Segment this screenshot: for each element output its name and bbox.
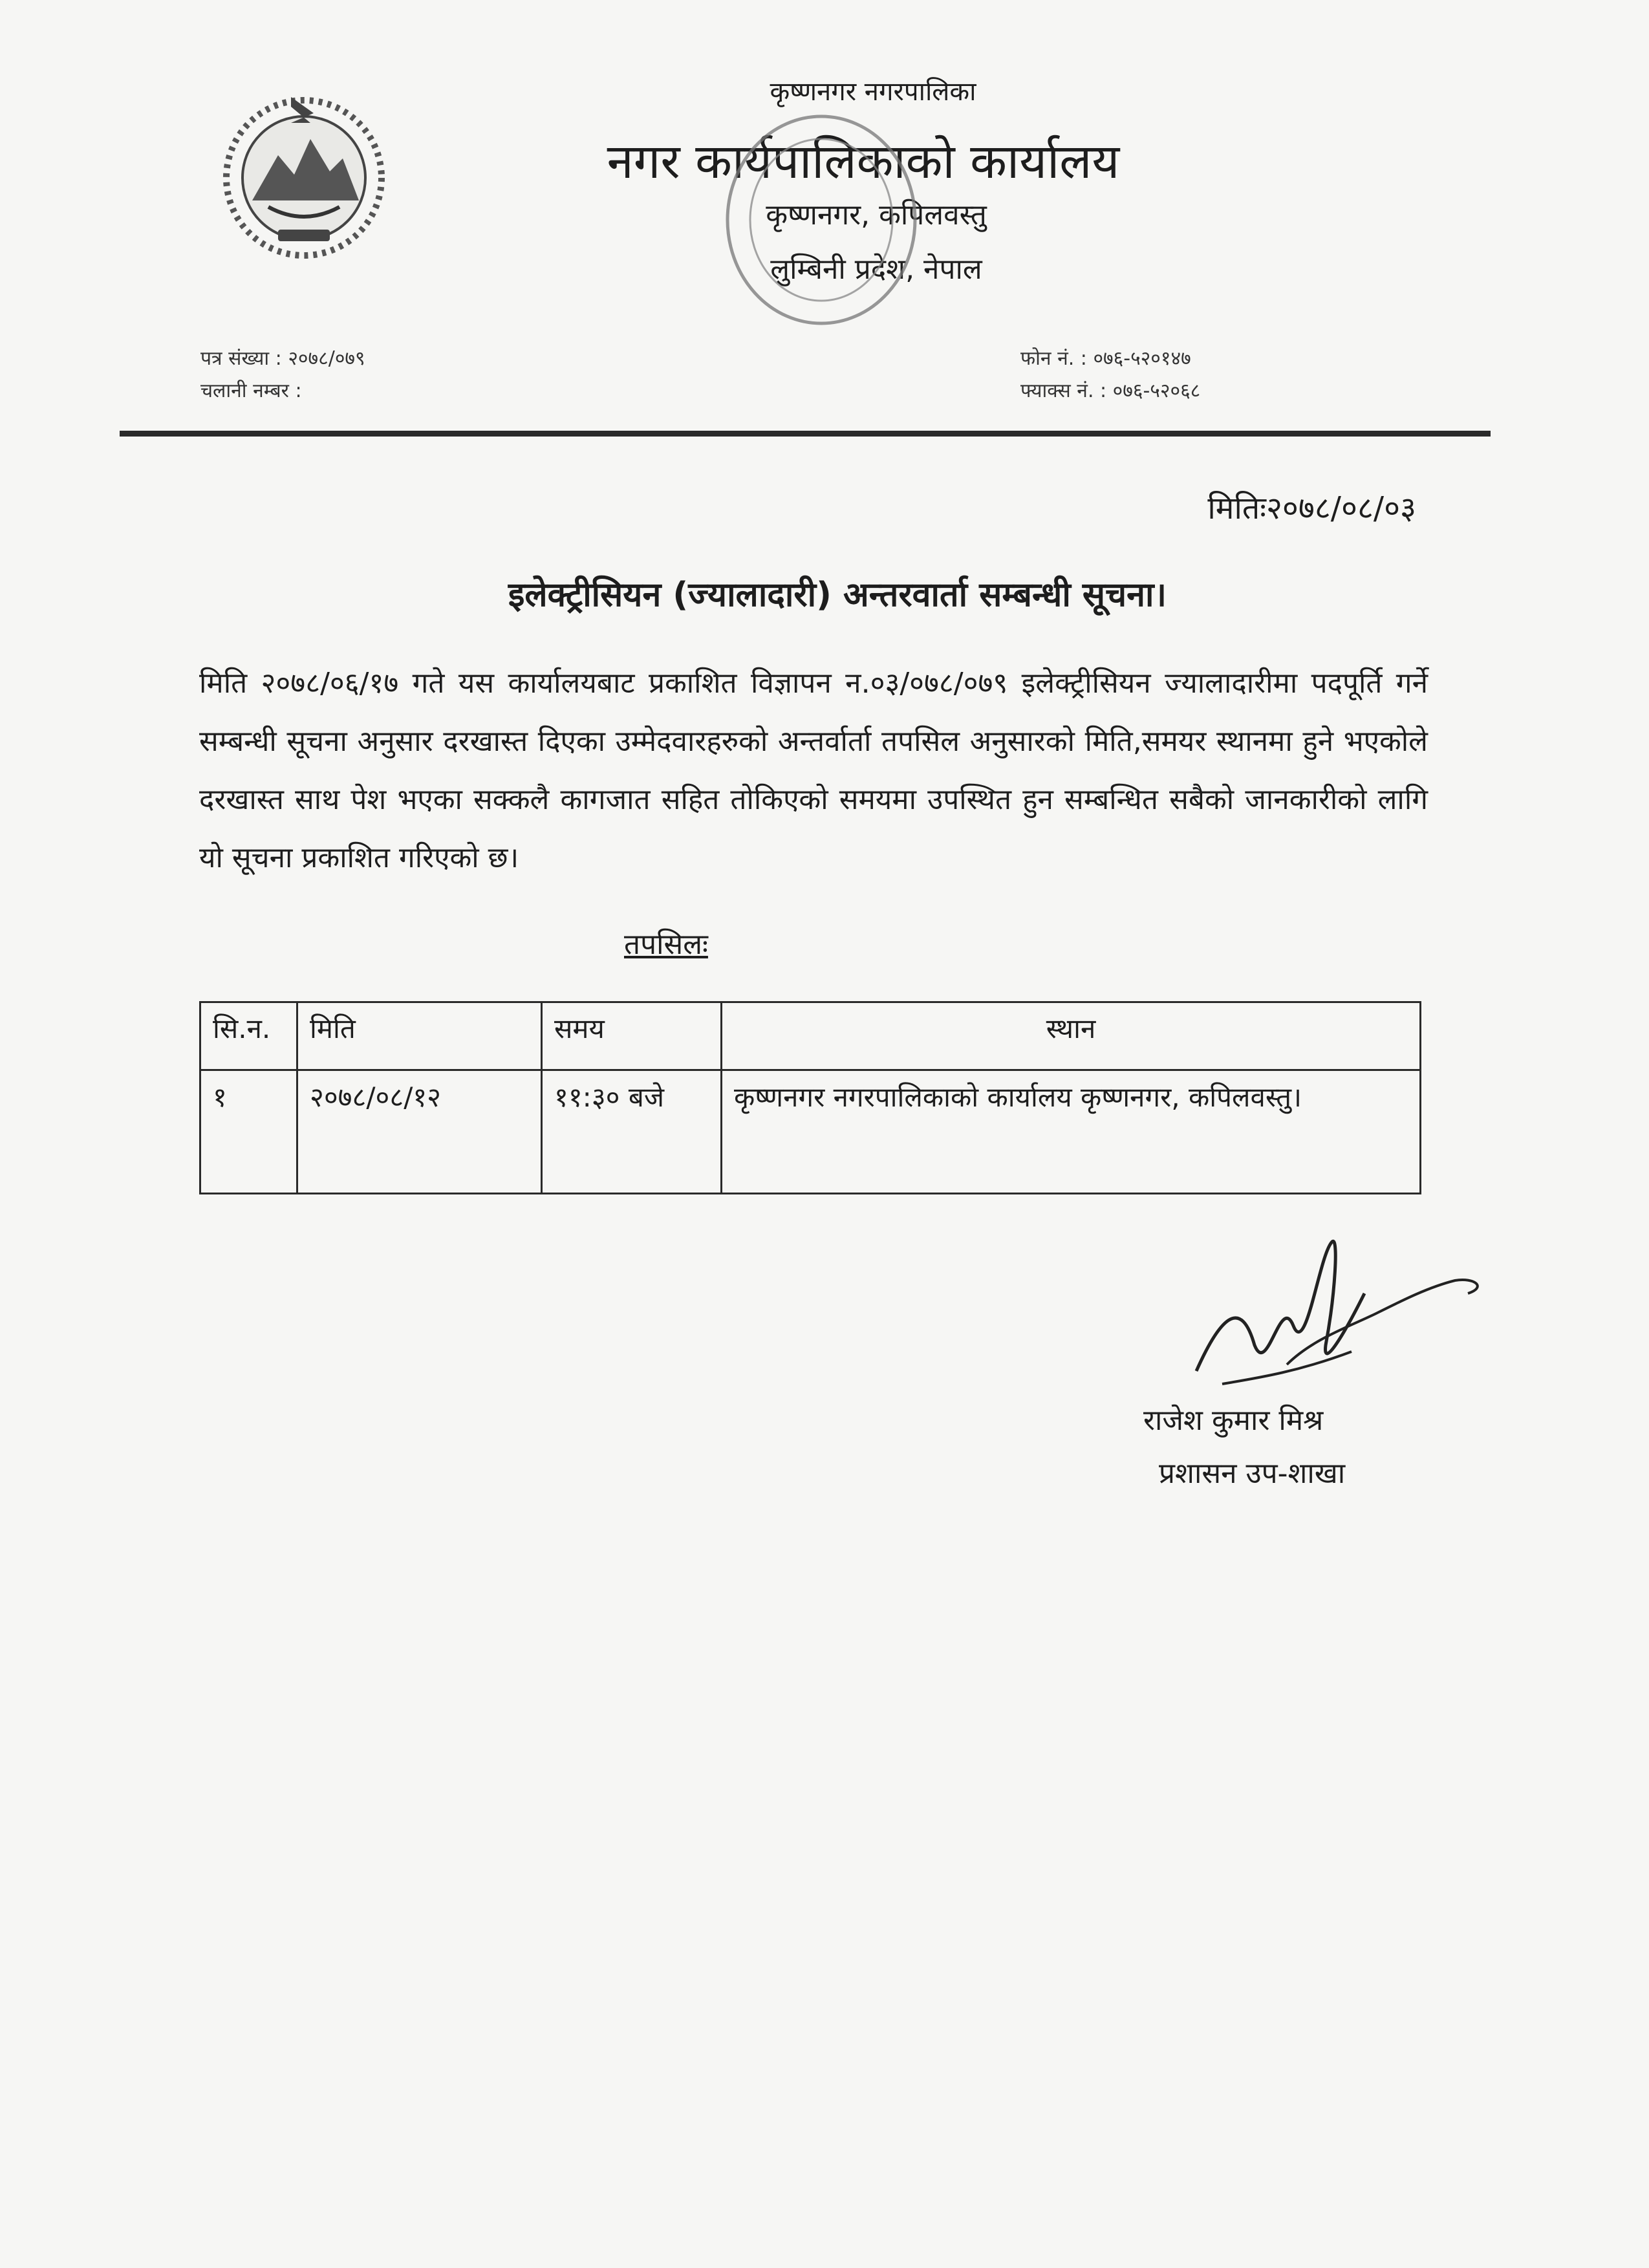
schedule-label: तपसिलः <box>624 928 708 961</box>
phone-number: फोन नं. : ०७६-५२०१४७ <box>1020 347 1191 370</box>
table-row <box>200 1070 1421 1194</box>
cell-time: ११:३० बजे <box>542 1070 722 1194</box>
header-venue: स्थान <box>722 1002 1421 1070</box>
schedule-table <box>199 1001 1421 1194</box>
cell-serial: १ <box>200 1070 297 1194</box>
header-date: मिति <box>297 1002 542 1070</box>
signatory-designation: प्रशासन उप-शाखा <box>1159 1457 1346 1490</box>
table-header-row <box>200 1002 1421 1070</box>
signatory-name: राजेश कुमार मिश्र <box>1143 1404 1324 1437</box>
cell-venue: कृष्णनगर नगरपालिकाको कार्यालय कृष्णनगर, कपिलवस्तु। <box>722 1070 1421 1194</box>
municipality-name: कृष्णनगर नगरपालिका <box>770 77 976 107</box>
cell-date: २०७८/०८/१२ <box>297 1070 542 1194</box>
letter-number: पत्र संख्या : २०७८/०७९ <box>200 347 365 370</box>
office-stamp-icon <box>721 110 921 330</box>
header-divider <box>120 431 1491 437</box>
address-line-2: लुम्बिनी प्रदेश, नेपाल <box>770 253 982 286</box>
handwritten-signature-icon <box>1183 1216 1507 1410</box>
notice-title: इलेक्ट्रीसियन (ज्यालादारी) अन्तरवार्ता सम्बन्धी सूचना। <box>508 576 1167 614</box>
header-time: समय <box>542 1002 722 1070</box>
header-serial: सि.न. <box>200 1002 297 1070</box>
notice-body: मिति २०७८/०६/१७ गते यस कार्यालयबाट प्रकाशित विज्ञापन न.०३/०७८/०७९ इलेक्ट्रीसियन ज्यालादारीमा पदपूर्ति गर्ने सम्बन्धी सूचना अनुसार दरखास्त दिएका उम्मेदवारहरुको अन्तर्वार्ता तपसिल अनुसारको मिति,समयर स्थानमा हुने भएकोले दरखास्त साथ पेश भएका सक्कलै कागजात सहित तोकिएको समयमा उपस्थित हुन सम्बन्धित सबैको जानकारीको लागि यो सूचना प्रकाशित गरिएको छ। <box>199 667 1428 874</box>
office-name: नगर कार्यपालिकाको कार्यालय <box>607 134 1120 189</box>
address-line-1: कृष्णनगर, कपिलवस्तु <box>766 199 987 232</box>
dispatch-number: चलानी नम्बर : <box>200 380 302 402</box>
letter-date: मितिः२०७८/०८/०३ <box>1207 490 1416 526</box>
fax-number: फ्याक्स नं. : ०७६-५२०६८ <box>1020 380 1201 402</box>
